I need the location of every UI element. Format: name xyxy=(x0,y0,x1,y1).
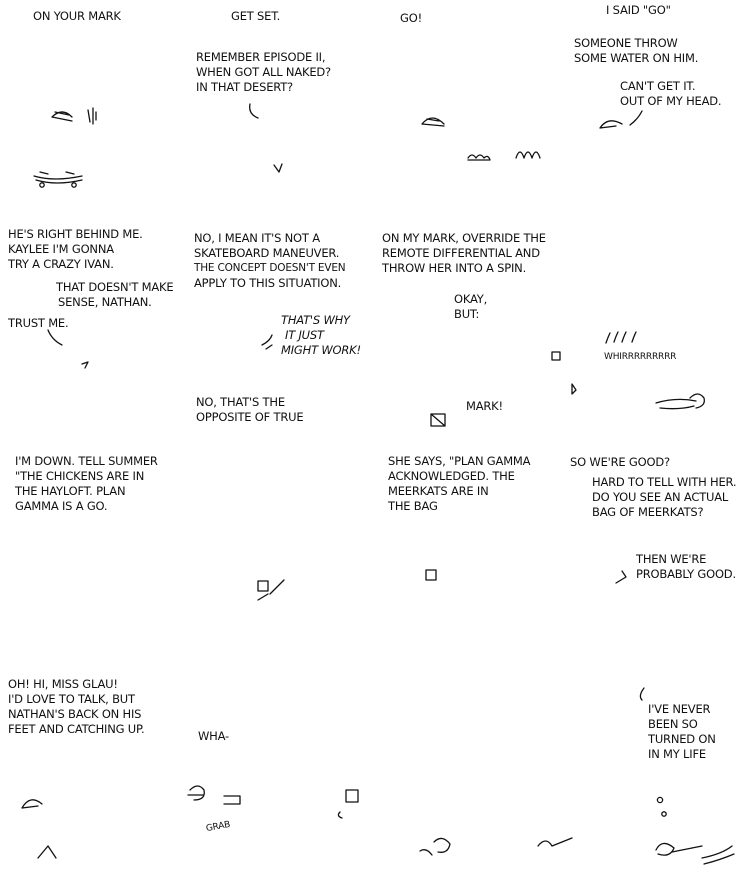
speech-line: REMEMBER EPISODE II, xyxy=(196,50,326,64)
speech-line: THROW HER INTO A SPIN. xyxy=(382,261,527,275)
caption-line: GET SET. xyxy=(231,9,281,23)
speech-line: I SAID "GO" xyxy=(606,3,671,17)
speech-line: KAYLEE I'M GONNA xyxy=(8,242,114,256)
speech-line: ACKNOWLEDGED. THE xyxy=(388,469,515,483)
tiny-doodle xyxy=(82,362,88,368)
triangle-doodle xyxy=(38,846,56,858)
speech-line: IN MY LIFE xyxy=(648,747,706,761)
speech-line: TURNED ON xyxy=(648,732,716,746)
box-doodle xyxy=(431,414,445,426)
figure-doodle xyxy=(538,838,572,846)
speech-line: ON MY MARK, OVERRIDE THE xyxy=(382,231,546,245)
speech-line: TRY A CRAZY IVAN. xyxy=(8,257,114,271)
head-doodle xyxy=(188,786,204,800)
loop-doodle xyxy=(516,152,540,158)
speech-line: HARD TO TELL WITH HER. xyxy=(592,475,737,489)
sound-effect: GRAB xyxy=(205,819,232,835)
speech-line: I'VE NEVER xyxy=(648,702,711,716)
speech-line: THE HAYLOFT. PLAN xyxy=(15,484,126,498)
speech-line: PROBABLY GOOD. xyxy=(636,567,736,581)
speech-line: IN THAT DESERT? xyxy=(196,80,293,94)
crash-doodle xyxy=(656,843,734,864)
speech-tail xyxy=(616,571,626,583)
speech-line: OPPOSITE OF TRUE xyxy=(196,410,304,424)
bubble-dot xyxy=(657,797,662,802)
helmet-doodle xyxy=(22,800,42,808)
crash-doodle xyxy=(656,394,704,409)
caption-line: GO! xyxy=(400,11,422,25)
cloud-doodle xyxy=(468,155,490,160)
speech-line: REMOTE DIFFERENTIAL AND xyxy=(382,246,540,260)
speech-line: OKAY, xyxy=(454,292,488,306)
speech-line: MARK! xyxy=(466,399,503,413)
speech-line: SENSE, NATHAN. xyxy=(58,295,152,309)
helmet-doodle xyxy=(52,112,72,121)
speech-line: I'D LOVE TO TALK, BUT xyxy=(8,692,135,706)
wheel-icon xyxy=(72,183,76,187)
speech-line: BAG OF MEERKATS? xyxy=(592,505,704,519)
speech-line: WHA- xyxy=(198,729,229,743)
speech-line: GAMMA IS A GO. xyxy=(15,499,108,513)
box-doodle xyxy=(552,352,560,360)
bubble-dot xyxy=(662,812,666,816)
speech-line: MEERKATS ARE IN xyxy=(388,484,489,498)
figure-doodle xyxy=(258,580,284,600)
sound-effect: WHIRRRRRRRRR xyxy=(604,352,677,362)
wheel-spin-doodle xyxy=(606,332,636,343)
speech-line: "THE CHICKENS ARE IN xyxy=(15,469,145,483)
speech-tail xyxy=(630,111,642,125)
speech-line: I'M DOWN. TELL SUMMER xyxy=(15,454,158,468)
tiny-doodle xyxy=(572,384,576,394)
speech-line: APPLY TO THIS SITUATION. xyxy=(194,276,342,290)
speech-line: NO, THAT'S THE xyxy=(196,395,285,409)
tiny-doodle xyxy=(224,796,240,804)
speech-line: SHE SAYS, "PLAN GAMMA xyxy=(388,454,531,468)
speech-tail xyxy=(262,335,272,349)
speech-line: NO, I MEAN IT'S NOT A xyxy=(194,231,320,245)
figure-doodle xyxy=(420,838,450,855)
speech-line: THAT DOESN'T MAKE xyxy=(56,280,174,294)
speech-line: TRUST ME. xyxy=(8,316,69,330)
speech-line: THEN WE'RE xyxy=(636,552,707,566)
speech-line: DO YOU SEE AN ACTUAL xyxy=(592,490,729,504)
speech-line: BEEN SO xyxy=(648,717,698,731)
speech-line: FEET AND CATCHING UP. xyxy=(8,722,145,736)
speech-line: THAT'S WHY xyxy=(281,313,350,327)
speech-line: SKATEBOARD MANEUVER. xyxy=(194,246,340,260)
speech-tail xyxy=(640,688,644,700)
speech-line: HE'S RIGHT BEHIND ME. xyxy=(8,227,143,241)
speech-line: OH! HI, MISS GLAU! xyxy=(8,677,118,691)
speech-line: SO WE'RE GOOD? xyxy=(570,455,670,469)
speech-line: WHEN GOT ALL NAKED? xyxy=(196,65,331,79)
speech-line: NATHAN'S BACK ON HIS xyxy=(8,707,142,721)
tiny-doodle xyxy=(274,164,282,172)
helmet-doodle xyxy=(422,118,444,126)
speech-line: MIGHT WORK! xyxy=(281,343,361,357)
speech-line: THE BAG xyxy=(388,499,438,513)
skateboard-icon xyxy=(34,172,82,183)
box-doodle xyxy=(426,570,436,580)
speech-line: IT JUST xyxy=(285,328,324,342)
speech-line: BUT: xyxy=(454,307,480,321)
caption-line: ON YOUR MARK xyxy=(33,9,121,23)
speech-line: OUT OF MY HEAD. xyxy=(620,94,722,108)
speech-line: SOMEONE THROW xyxy=(574,36,678,50)
speech-line: SOME WATER ON HIM. xyxy=(574,51,699,65)
speech-line: CAN'T GET IT. xyxy=(620,79,696,93)
speech-tail xyxy=(250,104,258,118)
speech-line: THE CONCEPT DOESN'T EVEN xyxy=(194,262,346,274)
figure-doodle xyxy=(338,790,358,818)
speech-tail xyxy=(48,330,62,345)
wheel-icon xyxy=(40,183,44,187)
hand-doodle xyxy=(88,108,96,124)
helmet-doodle xyxy=(600,121,622,128)
